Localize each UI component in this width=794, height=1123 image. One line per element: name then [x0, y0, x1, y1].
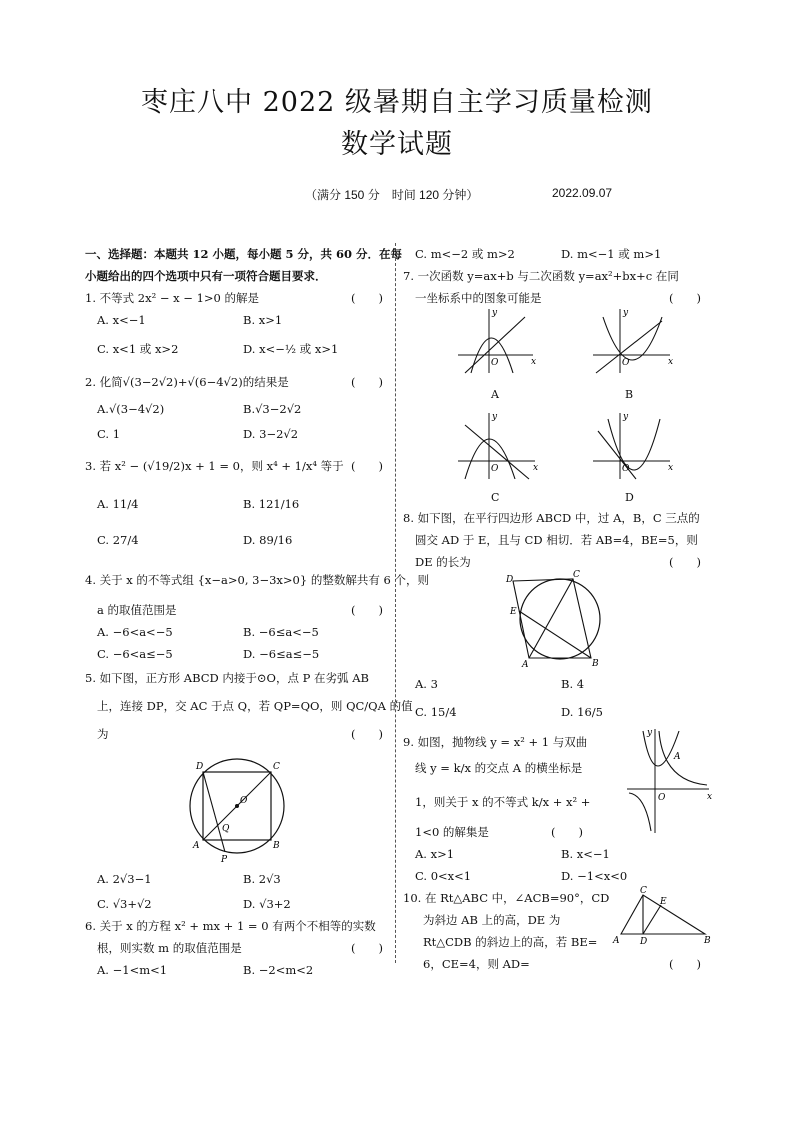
q8-stem: 8. 如下图，在平行四边形 ABCD 中，过 A，B，C 三点的	[403, 511, 700, 525]
q5-option-a: A. 2√3−1	[97, 872, 152, 886]
left-column	[85, 243, 429, 977]
q1-option-a: A. x<−1	[97, 313, 146, 327]
q9-option-a: A. x>1	[415, 847, 455, 861]
exam-meta: （满分 150 分 时间 120 分钟）	[305, 188, 479, 202]
q9-origin-label: O	[658, 793, 666, 803]
q5-option-d: D. √3+2	[243, 897, 291, 911]
q7-a-x-label: x	[531, 357, 537, 367]
q5-option-b: B. 2√3	[243, 872, 281, 886]
q5-option-c: C. √3+√2	[97, 897, 152, 911]
page-title: 枣庄八中 2022 级暑期自主学习质量检测	[141, 87, 653, 118]
q9-hyperbola-left	[629, 793, 651, 831]
q3-option-d: D. 89/16	[243, 533, 293, 547]
q9-stem: 9. 如图，抛物线 y = x² + 1 与双曲	[403, 735, 588, 749]
q3-stem: 3. 若 x² − (√19/2)x + 1 = 0，则 x⁴ + 1/x⁴ 等于	[85, 459, 344, 473]
q2-option-b: B.√3−2√2	[243, 402, 302, 416]
q6-option-a: A. −1<m<1	[97, 963, 168, 977]
q5-label-q: Q	[222, 824, 230, 834]
q10-answer-paren: ( )	[669, 957, 701, 971]
q7-d-line	[598, 431, 636, 479]
q8-answer-paren: ( )	[669, 555, 701, 569]
q6-stem-2: 根，则实数 m 的取值范围是	[97, 941, 242, 955]
q7-label-a: A	[491, 388, 499, 401]
q8-label-a: A	[522, 660, 529, 670]
q4-option-c: C. −6<a≤−5	[97, 647, 173, 661]
q7-graph-d	[588, 411, 678, 483]
q8-segment-be	[519, 611, 591, 658]
exam-date: 2022.09.07	[552, 186, 613, 200]
q1-stem: 1. 不等式 2x² − x − 1>0 的解是	[85, 291, 259, 305]
q8-segment-ac	[529, 579, 573, 658]
page-subtitle: 数学试题	[341, 129, 453, 160]
q6-stem: 6. 关于 x 的方程 x² + mx + 1 = 0 有两个不相等的实数	[85, 919, 376, 933]
q5-stem-2: 上，连接 DP，交 AC 于点 Q，若 QP=QO，则 QC/QA 的值	[97, 699, 413, 713]
q5-answer-paren: ( )	[351, 727, 383, 741]
q2-stem: 2. 化简√(3−2√2)+√(6−4√2)的结果是	[85, 375, 289, 389]
q7-a-y-label: y	[492, 308, 498, 318]
q9-stem-2: 线 y = k/x 的交点 A 的横坐标是	[415, 761, 583, 775]
q7-label-b: B	[625, 388, 634, 401]
q8-option-c: C. 15/4	[415, 705, 457, 719]
q9-y-label: y	[647, 728, 653, 738]
q10-stem-3: Rt△CDB 的斜边上的高，若 BE=	[423, 935, 598, 949]
q8-stem-2: 圆交 AD 于 E，且与 CD 相切．若 AB=4，BE=5，则	[415, 533, 698, 547]
right-column	[403, 243, 713, 973]
q10-label-a: A	[613, 936, 620, 946]
column-divider	[395, 243, 396, 963]
q9-option-c: C. 0<x<1	[415, 869, 472, 883]
section-heading: 一、选择题：本题共 12 小题，每小题 5 分，共 60 分．在每	[85, 247, 403, 261]
q6-answer-paren: ( )	[351, 941, 383, 955]
q8-stem-3: DE 的长为	[415, 555, 471, 569]
q8-label-d: D	[506, 575, 514, 585]
q5-label-a: A	[193, 841, 200, 851]
q7-d-y-label: y	[623, 412, 629, 422]
q5-label-b: B	[273, 841, 280, 851]
q4-option-d: D. −6≤a≤−5	[243, 647, 320, 661]
q5-stem-3: 为	[97, 727, 109, 741]
q10-label-e: E	[660, 897, 667, 907]
q7-graph-a	[453, 307, 538, 377]
q8-figure	[503, 571, 613, 671]
q9-label-a: A	[674, 752, 681, 762]
q8-option-a: A. 3	[415, 677, 438, 691]
q5-label-c: C	[273, 762, 280, 772]
q7-label-c: C	[491, 491, 500, 504]
q4-stem-2: a 的取值范围是	[97, 603, 177, 617]
q9-stem-3: 1，则关于 x 的不等式 k/x + x² +	[415, 795, 591, 809]
q1-answer-paren: ( )	[351, 291, 383, 305]
q1-option-d: D. x<−½ 或 x>1	[243, 342, 339, 356]
q7-b-parabola	[603, 317, 662, 360]
q8-option-b: B. 4	[561, 677, 585, 691]
q6-option-b: B. −2<m<2	[243, 963, 314, 977]
q3-option-a: A. 11/4	[97, 497, 139, 511]
q9-figure	[623, 725, 713, 837]
q7-b-x-label: x	[668, 357, 674, 367]
q7-d-parabola	[608, 419, 660, 470]
q7-c-x-label: x	[533, 463, 539, 473]
q5-figure	[180, 751, 290, 863]
q7-answer-paren: ( )	[669, 291, 701, 305]
q7-c-parabola	[465, 439, 515, 479]
q7-a-origin-label: O	[491, 358, 499, 368]
q10-altitude-de	[643, 905, 661, 934]
q5-stem: 5. 如下图，正方形 ABCD 内接于⊙O，点 P 在劣弧 AB	[85, 671, 369, 685]
q5-center-point	[235, 804, 239, 808]
q7-stem-2: 一坐标系中的图象可能是	[415, 291, 542, 305]
q9-answer-paren: ( )	[551, 825, 583, 839]
q9-option-b: B. x<−1	[561, 847, 610, 861]
q7-graph-b	[588, 307, 678, 377]
q9-option-d: D. −1<x<0	[561, 869, 628, 883]
q7-b-origin-label: O	[622, 358, 630, 368]
q10-label-b: B	[704, 936, 711, 946]
q3-option-c: C. 27/4	[97, 533, 139, 547]
q8-label-c: C	[573, 570, 580, 580]
q2-option-c: C. 1	[97, 427, 121, 441]
q4-option-a: A. −6<a<−5	[97, 625, 173, 639]
q6-option-d: D. m<−1 或 m>1	[561, 247, 662, 261]
q7-c-origin-label: O	[491, 464, 499, 474]
q10-label-d: D	[640, 937, 648, 947]
q9-stem-4: 1<0 的解集是	[415, 825, 489, 839]
q9-hyperbola-right	[659, 731, 707, 785]
q10-label-c: C	[640, 886, 647, 896]
q10-stem: 10. 在 Rt△ABC 中，∠ACB=90°，CD	[403, 891, 610, 905]
q10-stem-2: 为斜边 AB 上的高，DE 为	[423, 913, 561, 927]
q3-option-b: B. 121/16	[243, 497, 300, 511]
q4-stem: 4. 关于 x 的不等式组 {x−a>0, 3−3x>0} 的整数解共有 6 个，则	[85, 573, 429, 587]
q2-option-a: A.√(3−4√2)	[97, 402, 165, 416]
q7-c-y-label: y	[492, 412, 498, 422]
q8-parallelogram	[513, 579, 591, 658]
q2-answer-paren: ( )	[351, 375, 383, 389]
q5-label-p: P	[221, 855, 228, 865]
q1-option-c: C. x<1 或 x>2	[97, 342, 179, 356]
q7-d-origin-label: O	[622, 464, 630, 474]
q4-option-b: B. −6≤a<−5	[243, 625, 319, 639]
q7-d-x-label: x	[668, 463, 674, 473]
q5-label-o: O	[240, 796, 248, 806]
q7-label-d: D	[625, 491, 634, 504]
q10-stem-4: 6，CE=4，则 AD=	[423, 957, 530, 971]
q4-answer-paren: ( )	[351, 603, 383, 617]
q7-stem: 7. 一次函数 y=ax+b 与二次函数 y=ax²+bx+c 在同	[403, 269, 679, 283]
q10-figure	[613, 887, 713, 945]
q5-label-d: D	[196, 762, 204, 772]
q7-b-y-label: y	[623, 308, 629, 318]
q8-label-e: E	[510, 607, 517, 617]
q9-x-label: x	[707, 792, 713, 802]
q8-label-b: B	[592, 659, 599, 669]
q8-option-d: D. 16/5	[561, 705, 603, 719]
q7-graph-c	[453, 411, 543, 483]
section-heading-2: 小题给出的四个选项中只有一项符合题目要求．	[85, 269, 327, 283]
q2-option-d: D. 3−2√2	[243, 427, 299, 441]
q6-option-c: C. m<−2 或 m>2	[415, 247, 515, 261]
q3-answer-paren: ( )	[351, 459, 383, 473]
q1-option-b: B. x>1	[243, 313, 283, 327]
